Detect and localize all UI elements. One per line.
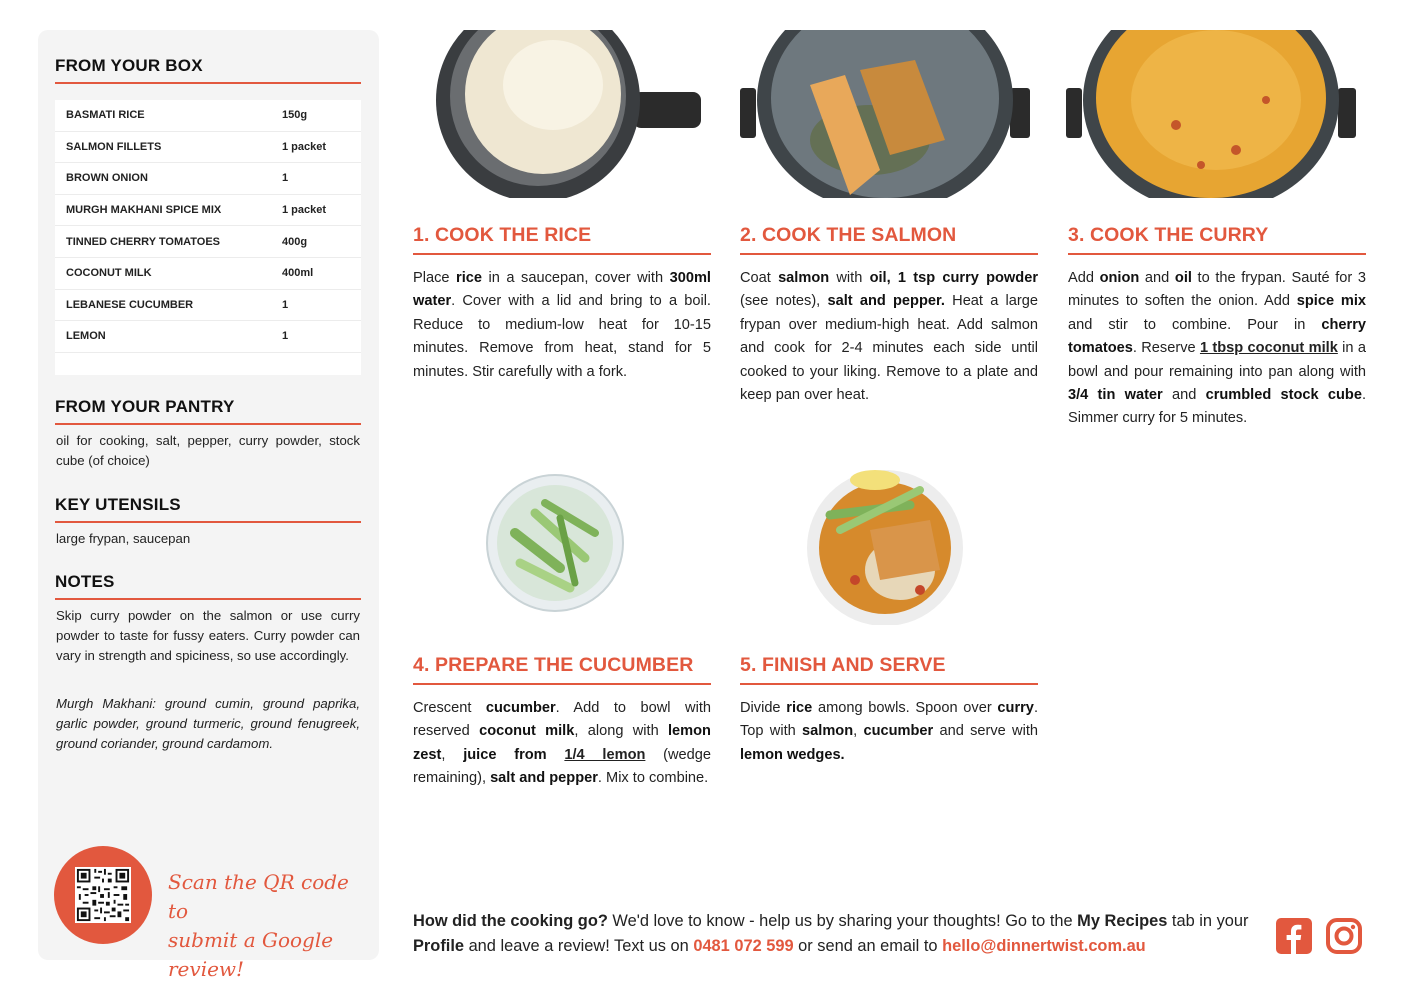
qr-caption xyxy=(168,868,368,984)
step-4-title: 4. PREPARE THE CUCUMBER xyxy=(413,654,711,685)
ingredient-qty: 1 xyxy=(282,172,289,185)
step-3-title: 3. COOK THE CURRY xyxy=(1068,224,1366,255)
step-5-title: 5. FINISH AND SERVE xyxy=(740,654,1038,685)
from-your-box-heading: FROM YOUR BOX xyxy=(55,56,361,84)
qr-code-icon[interactable] xyxy=(75,867,131,923)
ingredient-name: MURGH MAKHANI SPICE MIX xyxy=(66,204,222,217)
step-3-text: Add onion and oil to the frypan. Sauté for 3 minutes to soften the onion. Add spice mix and stir to combine. Pour in cherry tomatoes. Reserve 1 tbsp coconut milk in a bowl and pour remaining into pan along with 3/4 tin water and crumbled stock cube. Simmer curry for 5 minutes. xyxy=(1068,270,1366,427)
utensils-text: large frypan, saucepan xyxy=(56,531,191,546)
ingredient-name: LEBANESE CUCUMBER xyxy=(66,298,194,311)
qr-badge[interactable] xyxy=(54,846,152,944)
ingredient-qty: 1 xyxy=(282,330,289,343)
ingredient-qty: 1 xyxy=(282,298,289,311)
ingredient-name: TINNED CHERRY TOMATOES xyxy=(66,235,221,248)
ingredient-qty: 400ml xyxy=(282,267,314,280)
notes-spice-text: Murgh Makhani: ground cumin, ground paprika, garlic powder, ground turmeric, ground fenugreek, ground coriander, ground cardamom. xyxy=(56,696,360,751)
curry-frypan-image xyxy=(1066,30,1366,198)
instagram-icon[interactable] xyxy=(1326,918,1362,954)
ingredient-table xyxy=(55,100,361,375)
ingredient-qty: 1 packet xyxy=(282,140,327,153)
notes-heading: NOTES xyxy=(55,572,361,600)
sidebar xyxy=(38,30,379,981)
step-2-title: 2. COOK THE SALMON xyxy=(740,224,1038,255)
key-utensils-heading: KEY UTENSILS xyxy=(55,495,361,523)
ingredient-qty: 400g xyxy=(282,235,308,248)
served-bowl-image xyxy=(800,460,970,625)
step-5-text: Divide rice among bowls. Spoon over curry. Top with salmon, cucumber and serve with lemon wedges. xyxy=(740,700,1039,763)
step-1-text: Place rice in a saucepan, cover with 300ml water. Cover with a lid and bring to a boil. Reduce to medium-low heat for 10-15 minutes. Remove from heat, stand for 5 minutes. Stir carefully with a fork. xyxy=(413,270,711,380)
notes-text: Skip curry powder on the salmon or use curry powder to taste for fussy eaters. Curry powder can vary in strength and spiciness, so use accordingly. xyxy=(56,608,360,663)
qr-caption-line1: Scan the QR code to xyxy=(168,870,349,923)
ingredient-name: LEMON xyxy=(66,330,106,343)
step-1-title: 1. COOK THE RICE xyxy=(413,224,711,255)
ingredient-qty: 1 packet xyxy=(282,204,327,217)
step-2-text: Coat salmon with oil, 1 tsp curry powder (see notes), salt and pepper. Heat a large frypan over medium-high heat. Add salmon and cook for 2-4 minutes each side until cooked to your liking. Remove to a plate and keep pan over heat. xyxy=(740,270,1038,404)
table-row xyxy=(55,258,361,290)
ingredient-name: COCONUT MILK xyxy=(66,267,152,280)
table-row xyxy=(55,290,361,322)
cucumber-bowl-image xyxy=(485,473,625,613)
review-prompt: How did the cooking go? We'd love to know - help us by sharing your thoughts! Go to the My Recipes tab in your Profile and leave a review! Text us on 0481 072 599 or send an email to hello@dinnertwist.com.au xyxy=(413,912,1249,955)
rice-saucepan-image xyxy=(413,30,713,198)
table-row xyxy=(55,321,361,353)
pantry-text: oil for cooking, salt, pepper, curry powder, stock cube (of choice) xyxy=(56,433,360,468)
table-row xyxy=(55,132,361,164)
table-row xyxy=(55,226,361,258)
salmon-frypan-image xyxy=(740,30,1040,198)
qr-caption-line2: submit a Google review! xyxy=(168,928,334,981)
table-row xyxy=(55,163,361,195)
ingredient-qty: 150g xyxy=(282,109,308,122)
facebook-icon[interactable] xyxy=(1276,918,1312,954)
ingredient-name: BROWN ONION xyxy=(66,172,148,185)
table-row xyxy=(55,100,361,132)
table-row xyxy=(55,195,361,227)
ingredient-name: SALMON FILLETS xyxy=(66,140,162,153)
step-4-text: Crescent cucumber. Add to bowl with reserved coconut milk, along with lemon zest, juice from 1/4 lemon (wedge remaining), salt and pepper. Mix to combine. xyxy=(413,700,712,787)
ingredient-name: BASMATI RICE xyxy=(66,109,145,122)
from-your-pantry-heading: FROM YOUR PANTRY xyxy=(55,397,361,425)
